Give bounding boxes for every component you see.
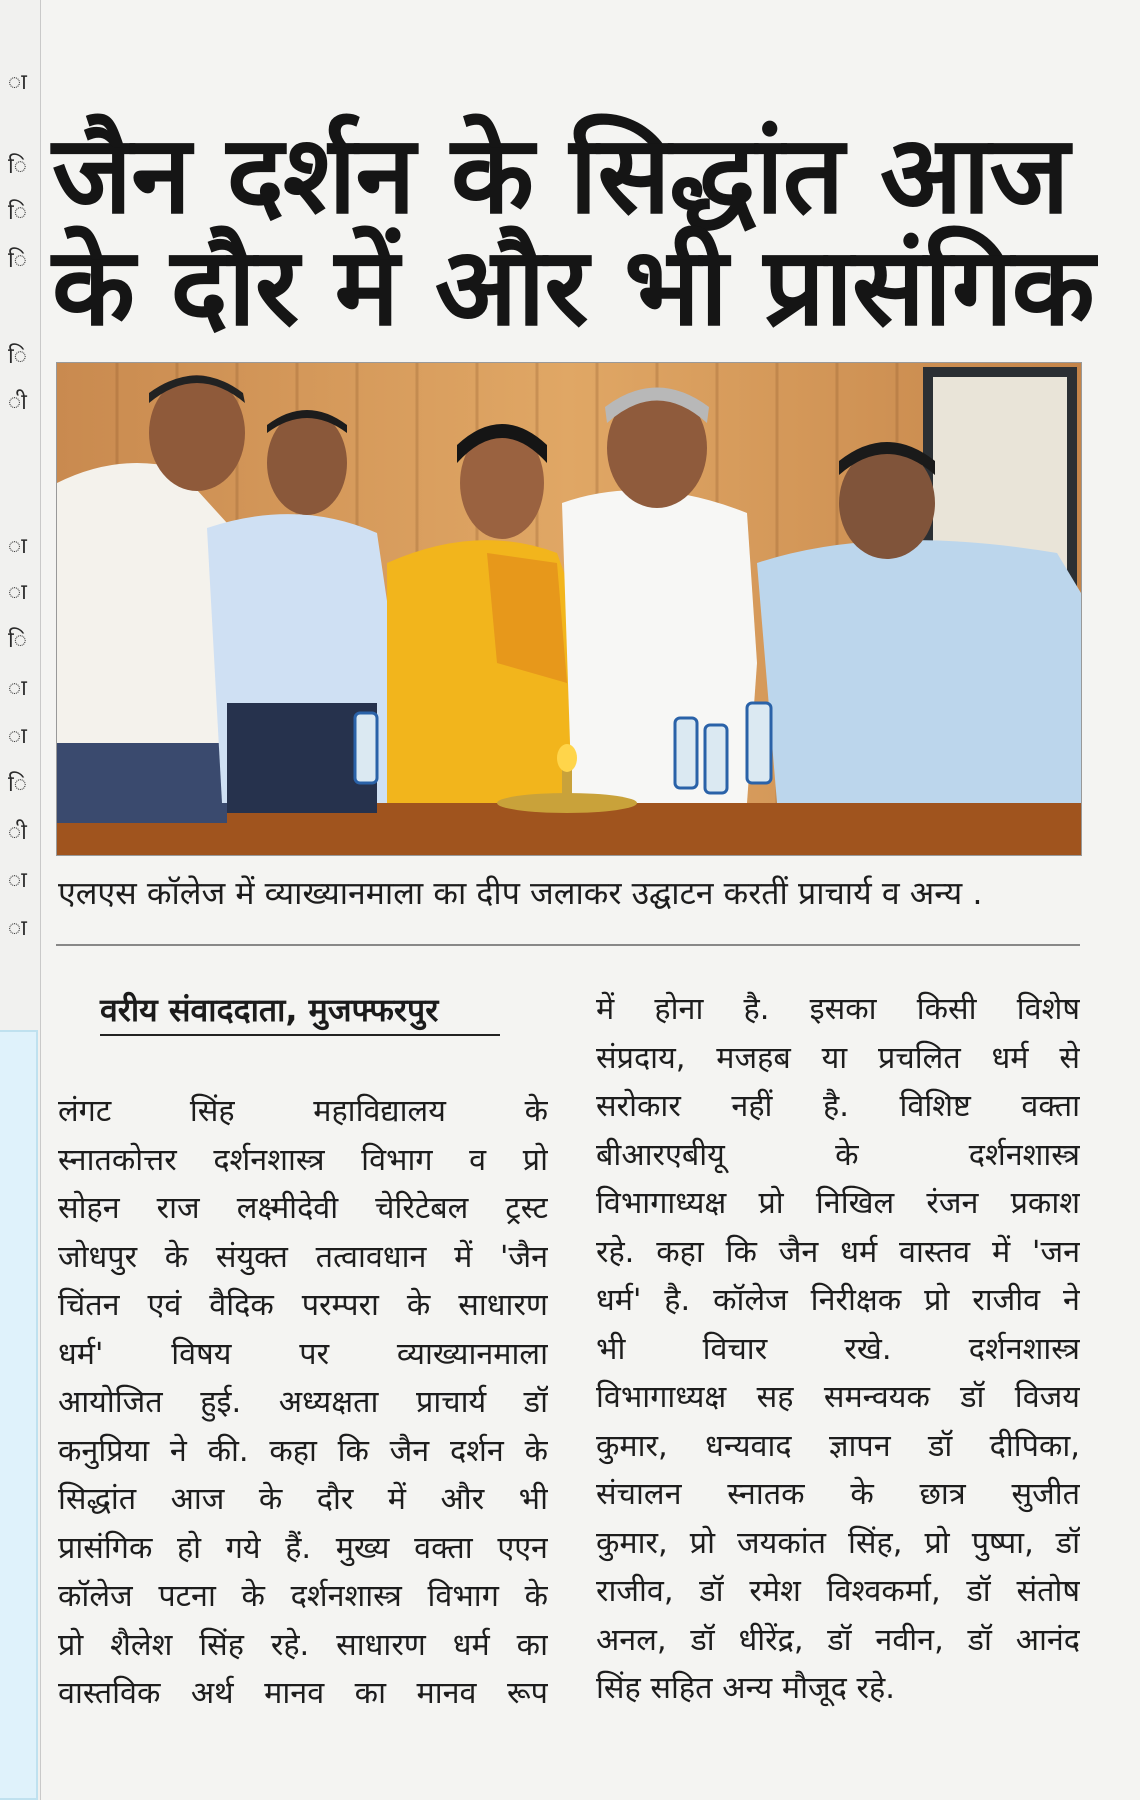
text-line: आयोजित हुई. अध्यक्षता प्राचार्य डॉ [58,1385,548,1420]
headline [52,113,1132,351]
text-line: विभागाध्यक्ष सह समन्वयक डॉ विजय [596,1380,1080,1415]
text-line: प्रो शैलेश सिंह रहे. साधारण धर्म का [58,1627,548,1663]
text-line: बीआरएबीयू के दर्शनशास्त्र [596,1137,1080,1173]
headline-line-1: जैन दर्शन के सिद्धांत आज [52,113,1069,239]
adjacent-info-box [0,1030,38,1800]
text-line: वास्तविक अर्थ मानव का मानव रूप [58,1676,548,1711]
text-line: धर्म' विषय पर व्याख्यानमाला [58,1336,548,1372]
caption-divider [56,944,1080,946]
text-line: लंगट सिंह महाविद्यालय के [58,1094,548,1129]
text-line: जोधपुर के संयुक्त तत्वावधान में 'जैन [58,1239,548,1275]
article-column-2 [596,986,1080,1714]
text-line: कुमार, धन्यवाद ज्ञापन डॉ दीपिका, [596,1428,1080,1464]
text-line: कुमार, प्रो जयकांत सिंह, प्रो पुष्पा, डॉ [596,1525,1080,1561]
article-column-1 [58,1088,548,1719]
adjacent-column-edge: ा ि ि ि ि ी ा ा ि ा ा ि ी ा ा [0,0,41,1800]
text-line: रहे. कहा कि जैन धर्म वास्तव में 'जन [596,1234,1080,1270]
text-line: कॉलेज पटना के दर्शनशास्त्र विभाग के [58,1579,548,1614]
byline: वरीय संवाददाता, मुजफ्फरपुर [100,990,500,1036]
text-line: अनल, डॉ धीरेंद्र, डॉ नवीन, डॉ आनंद [596,1622,1080,1658]
text-line: में होना है. इसका किसी विशेष [596,992,1080,1027]
photo-illustration [57,363,1081,855]
text-line: स्नातकोत्तर दर्शनशास्त्र विभाग व प्रो [58,1142,548,1178]
text-line: सोहन राज लक्ष्मीदेवी चेरिटेबल ट्रस्ट [58,1191,548,1226]
text-line: राजीव, डॉ रमेश विश्वकर्मा, डॉ संतोष [596,1574,1080,1609]
text-line: प्रासंगिक हो गये हैं. मुख्य वक्ता एएन [58,1530,548,1566]
text-line: धर्म' है. कॉलेज निरीक्षक प्रो राजीव ने [596,1283,1080,1318]
text-line: विभागाध्यक्ष प्रो निखिल रंजन प्रकाश [596,1186,1080,1221]
news-photo [56,362,1082,856]
text-line: सरोकार नहीं है. विशिष्ट वक्ता [596,1089,1080,1124]
headline-line-2: के दौर में और भी प्रासंगिक [52,225,1094,351]
photo-caption: एलएस कॉलेज में व्याख्यानमाला का दीप जलाकर उद्घाटन करतीं प्राचार्य व अन्य . [58,874,983,912]
text-line: सिंह सहित अन्य मौजूद रहे. [596,1671,895,1706]
text-line: संचालन स्नातक के छात्र सुजीत [596,1477,1080,1512]
text-line: कनुप्रिया ने की. कहा कि जैन दर्शन के [58,1433,548,1469]
text-line: भी विचार रखे. दर्शनशास्त्र [596,1331,1080,1367]
text-line: संप्रदाय, मजहब या प्रचलित धर्म से [596,1040,1080,1076]
text-line: चिंतन एवं वैदिक परम्परा के साधारण [58,1288,548,1323]
text-line: सिद्धांत आज के दौर में और भी [58,1482,548,1517]
